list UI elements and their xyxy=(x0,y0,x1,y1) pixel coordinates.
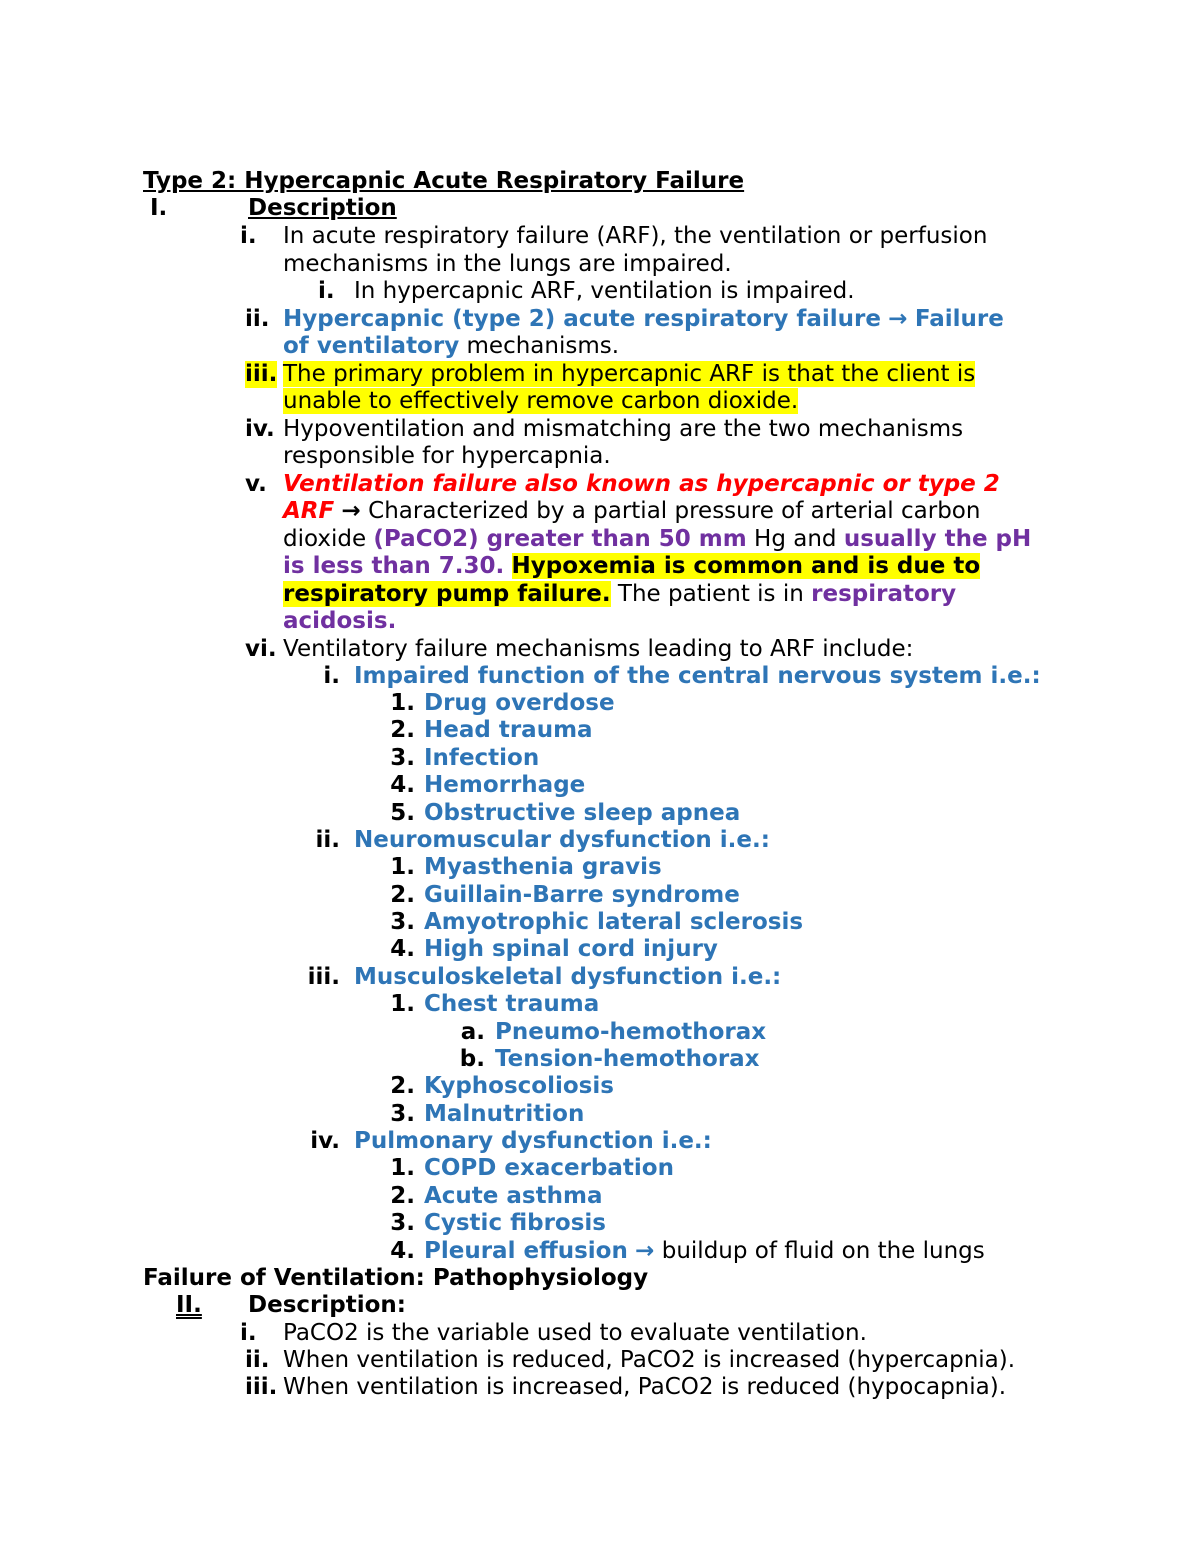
highlighted-text: The primary problem in hypercapnic ARF is that the client is xyxy=(283,361,976,387)
list-number: 4. xyxy=(390,1238,415,1264)
emphasis-purple: acidosis. xyxy=(283,608,397,634)
section-heading: Description: xyxy=(248,1292,406,1318)
document-title: Type 2: Hypercapnic Acute Respiratory Failure xyxy=(143,168,745,194)
item-text: When ventilation is increased, PaCO2 is reduced (hypocapnia). xyxy=(283,1374,1007,1400)
list-number: 1. xyxy=(390,1155,415,1181)
sublist-marker: a. xyxy=(460,1019,485,1045)
item-text: responsible for hypercapnia. xyxy=(283,443,611,469)
item-line: respiratory pump failure. The patient is in respiratory xyxy=(283,581,957,607)
arrow-right-icon: → xyxy=(341,498,361,524)
item-marker: iv. xyxy=(245,416,275,442)
list-item: Head trauma xyxy=(424,717,593,743)
list-number: 1. xyxy=(390,690,415,716)
item-marker: ii. xyxy=(245,306,270,332)
item-text: Hypoventilation and mismatching are the two mechanisms xyxy=(283,416,964,442)
list-item: Amyotrophic lateral sclerosis xyxy=(424,909,804,935)
item-line: is less than 7.30. Hypoxemia is common and is due to xyxy=(283,553,981,579)
emphasis-blue: Hypercapnic (type 2) acute respiratory failure xyxy=(283,306,881,332)
list-number: 4. xyxy=(390,772,415,798)
section-marker: I. xyxy=(150,195,168,221)
emphasis-red: Ventilation failure also known as hypercapnic or type 2 xyxy=(283,471,1000,497)
list-item: Cystic fibrosis xyxy=(424,1210,607,1236)
list-item: Obstructive sleep apnea xyxy=(424,800,741,826)
emphasis-blue: Failure xyxy=(914,306,1004,332)
list-item: Hemorrhage xyxy=(424,772,586,798)
list-number: 2. xyxy=(390,882,415,908)
item-line: ARF → Characterized by a partial pressure of arterial carbon xyxy=(283,498,981,524)
list-number: 2. xyxy=(390,1183,415,1209)
section-marker: II. xyxy=(176,1292,202,1318)
list-item: Kyphoscoliosis xyxy=(424,1073,614,1099)
list-number: 3. xyxy=(390,1101,415,1127)
list-number: 3. xyxy=(390,745,415,771)
list-item: Chest trauma xyxy=(424,991,600,1017)
highlighted-text: unable to effectively remove carbon dioxide. xyxy=(283,388,799,414)
list-item: Infection xyxy=(424,745,540,771)
sublist-marker: b. xyxy=(459,1046,485,1072)
item-text: When ventilation is reduced, PaCO2 is increased (hypercapnia). xyxy=(283,1347,1016,1373)
sublist-item: Pneumo-hemothorax xyxy=(495,1019,767,1045)
list-number: 5. xyxy=(390,800,415,826)
item-marker: ii. xyxy=(245,1347,270,1373)
list-item: Acute asthma xyxy=(424,1183,603,1209)
list-number: 1. xyxy=(390,854,415,880)
emphasis-blue: of ventilatory xyxy=(283,333,460,359)
list-item: Malnutrition xyxy=(424,1101,585,1127)
item-marker: v. xyxy=(245,471,267,497)
subitem-text: In hypercapnic ARF, ventilation is impaired. xyxy=(354,278,855,304)
item-line: dioxide (PaCO2) greater than 50 mm Hg and usually the pH xyxy=(283,526,1032,552)
group-label: Impaired function of the central nervous system i.e.: xyxy=(354,663,1041,689)
list-number: 4. xyxy=(390,936,415,962)
group-label: Pulmonary dysfunction i.e.: xyxy=(354,1128,712,1154)
list-number: 1. xyxy=(390,991,415,1017)
group-marker: iv. xyxy=(310,1128,340,1154)
list-item: COPD exacerbation xyxy=(424,1155,674,1181)
group-label: Neuromuscular dysfunction i.e.: xyxy=(354,827,770,853)
section-heading: Description xyxy=(248,195,397,221)
item-marker: iii. xyxy=(245,1374,278,1400)
item-marker: i. xyxy=(240,1320,257,1346)
group-label: Musculoskeletal dysfunction i.e.: xyxy=(354,964,782,990)
sublist-item: Tension-hemothorax xyxy=(495,1046,760,1072)
item-text: mechanisms in the lungs are impaired. xyxy=(283,251,732,277)
list-number: 2. xyxy=(390,1073,415,1099)
group-marker: iii. xyxy=(307,964,340,990)
list-item: Myasthenia gravis xyxy=(424,854,662,880)
item-line xyxy=(283,333,619,360)
list-item: Guillain-Barre syndrome xyxy=(424,882,740,908)
item-marker: iii. xyxy=(245,361,278,387)
group-marker: ii. xyxy=(315,827,340,853)
item-marker: vi. xyxy=(245,636,277,662)
item-text: In acute respiratory failure (ARF), the ventilation or perfusion xyxy=(283,223,988,249)
group-marker: i. xyxy=(323,663,340,689)
item-text: Ventilatory failure mechanisms leading to ARF include: xyxy=(283,636,914,662)
item-text: PaCO2 is the variable used to evaluate ventilation. xyxy=(283,1320,867,1346)
plain-text: mechanisms. xyxy=(466,333,620,359)
item-marker: i. xyxy=(240,223,257,249)
list-number: 3. xyxy=(390,1210,415,1236)
section-title: Failure of Ventilation: Pathophysiology xyxy=(143,1265,649,1291)
list-number: 3. xyxy=(390,909,415,935)
arrow-right-icon: → xyxy=(635,1238,655,1264)
arrow-right-icon: → xyxy=(888,306,908,332)
list-item: Drug overdose xyxy=(424,690,615,716)
list-number: 2. xyxy=(390,717,415,743)
list-item: Pleural effusion → buildup of fluid on the lungs xyxy=(424,1238,985,1264)
list-item: High spinal cord injury xyxy=(424,936,718,962)
subitem-marker: i. xyxy=(318,278,335,304)
item-line xyxy=(283,306,1004,333)
